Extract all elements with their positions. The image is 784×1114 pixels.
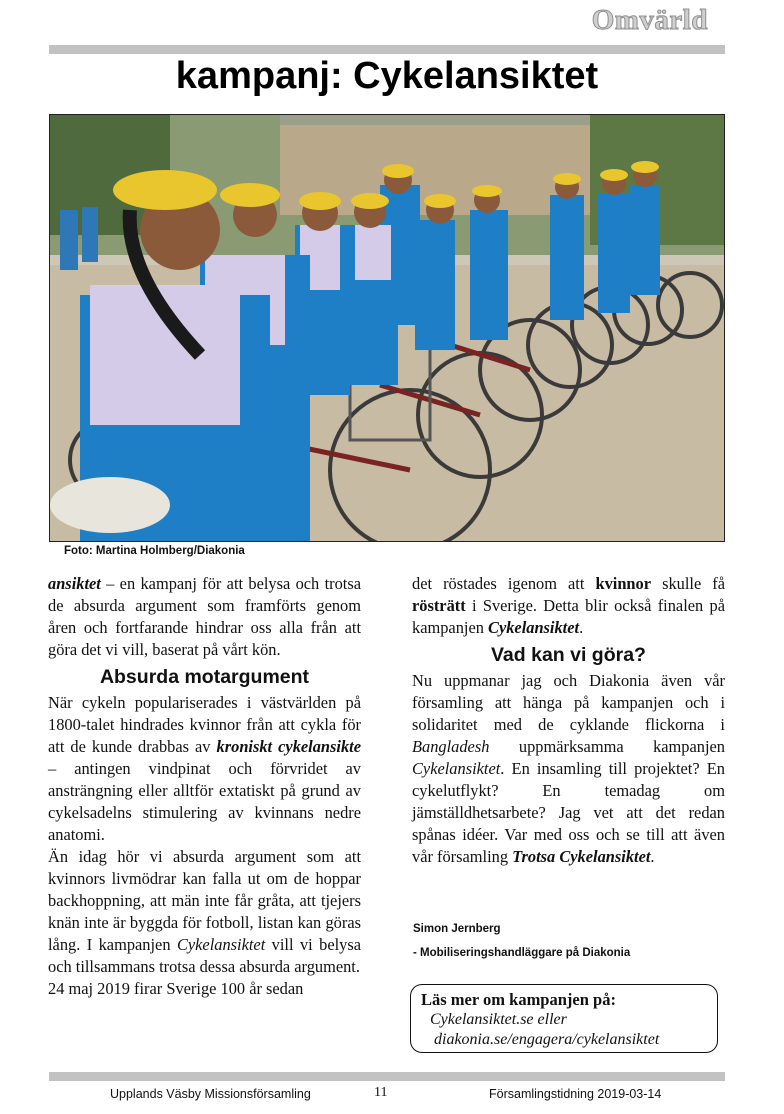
text-run: kroniskt cykelansikte [216,737,361,756]
paragraph-intro [48,573,361,661]
text-run: Cykelansiktet [176,935,266,954]
footer-issue-date: Församlingstidning 2019-03-14 [489,1087,662,1101]
page-title: kampanj: Cykelansiktet [175,55,599,97]
article-photo [49,114,725,542]
text-run: När cykeln populariserades i västvärlden på 1800-talet hindrades kvinnor från att cykla för att de kunde drabbas av [48,693,361,756]
text-run: kvinnor [595,574,652,593]
text-run: . En insamling till projektet? En cykelutflykt? En temadag om jämställdhetsarbete? Jag vet att det redan spånas idéer. Var med oss och se till att även vår församling [412,759,725,866]
read-more-link-2: diakonia.se/engagera/cykelansiktet [434,1031,660,1048]
read-more-title: Läs mer om kampanjen på: [421,990,616,1009]
text-run: Trotsa Cykelansiktet [512,847,651,866]
text-run: Bangladesh [412,737,490,756]
text-run: . [650,847,655,866]
paragraph-history [48,692,361,846]
text-run: i Sverige. Detta blir också finalen på kampanjen [412,596,725,637]
read-more-link-1: Cykelansiktet.se eller [430,1011,567,1028]
read-more-box [410,984,718,1053]
page-number: 11 [374,1085,388,1100]
author-title: - Mobiliseringshandläggare på Diakonia [413,947,631,959]
header-rule [49,45,725,54]
heading-absurda-motargument: Absurda motargument [99,666,310,688]
paragraph-today [48,846,361,978]
paragraph-suffrage [412,573,725,639]
text-run: – antingen vindpinat och förvridet av ansträngning eller alltför extatiskt på grund av cykelsadelns stimulering av kvinnans nedre anatomi. [48,759,361,844]
footer-congregation: Upplands Väsby Missionsförsamling [110,1087,311,1101]
paragraph-call-to-action [412,670,725,868]
article-column-left [48,573,361,1000]
text-run: uppmärksamma kampanjen [489,737,725,756]
text-run: Nu uppmanar jag och Diakonia även vår församling att hänga på kampanjen och i solidaritet med de cyklande flickorna i [412,671,725,734]
text-run: Cykelansiktet [412,759,501,778]
text-run: 24 maj 2019 firar Sverige 100 år sedan [48,979,304,998]
text-run: skulle få [651,574,725,593]
paragraph-anniversary [48,978,361,1000]
text-run: ansiktet [48,574,101,593]
text-run: vill vi belysa och tillsammans trotsa dessa absurda argument. [48,935,361,976]
article-column-right [412,573,725,868]
text-run: rösträtt [412,596,466,615]
text-run: – en kampanj för att belysa och trotsa de absurda argument som framförts genom åren och fortfarande hindrar oss alla från att göra det vi vill, baserat på vårt kön. [48,574,361,659]
text-run: Än idag hör vi absurda argument som att kvinnors livmödrar kan falla ut om de hoppar backhoppning, att män inte får gråta, att tjejers knän inte är byggda för fotboll, listan kan göras lång. I kampanjen [48,847,361,954]
heading-vad-kan-vi-gora: Vad kan vi göra? [491,644,646,666]
text-run: Cykelansiktet [488,618,580,637]
section-label: Omvärld [591,4,708,36]
text-run: . [579,618,584,637]
author-name: Simon Jernberg [413,923,501,935]
text-run: det röstades igenom att [412,574,596,593]
photo-credit: Foto: Martina Holmberg/Diakonia [64,545,245,557]
footer-rule [49,1072,725,1081]
